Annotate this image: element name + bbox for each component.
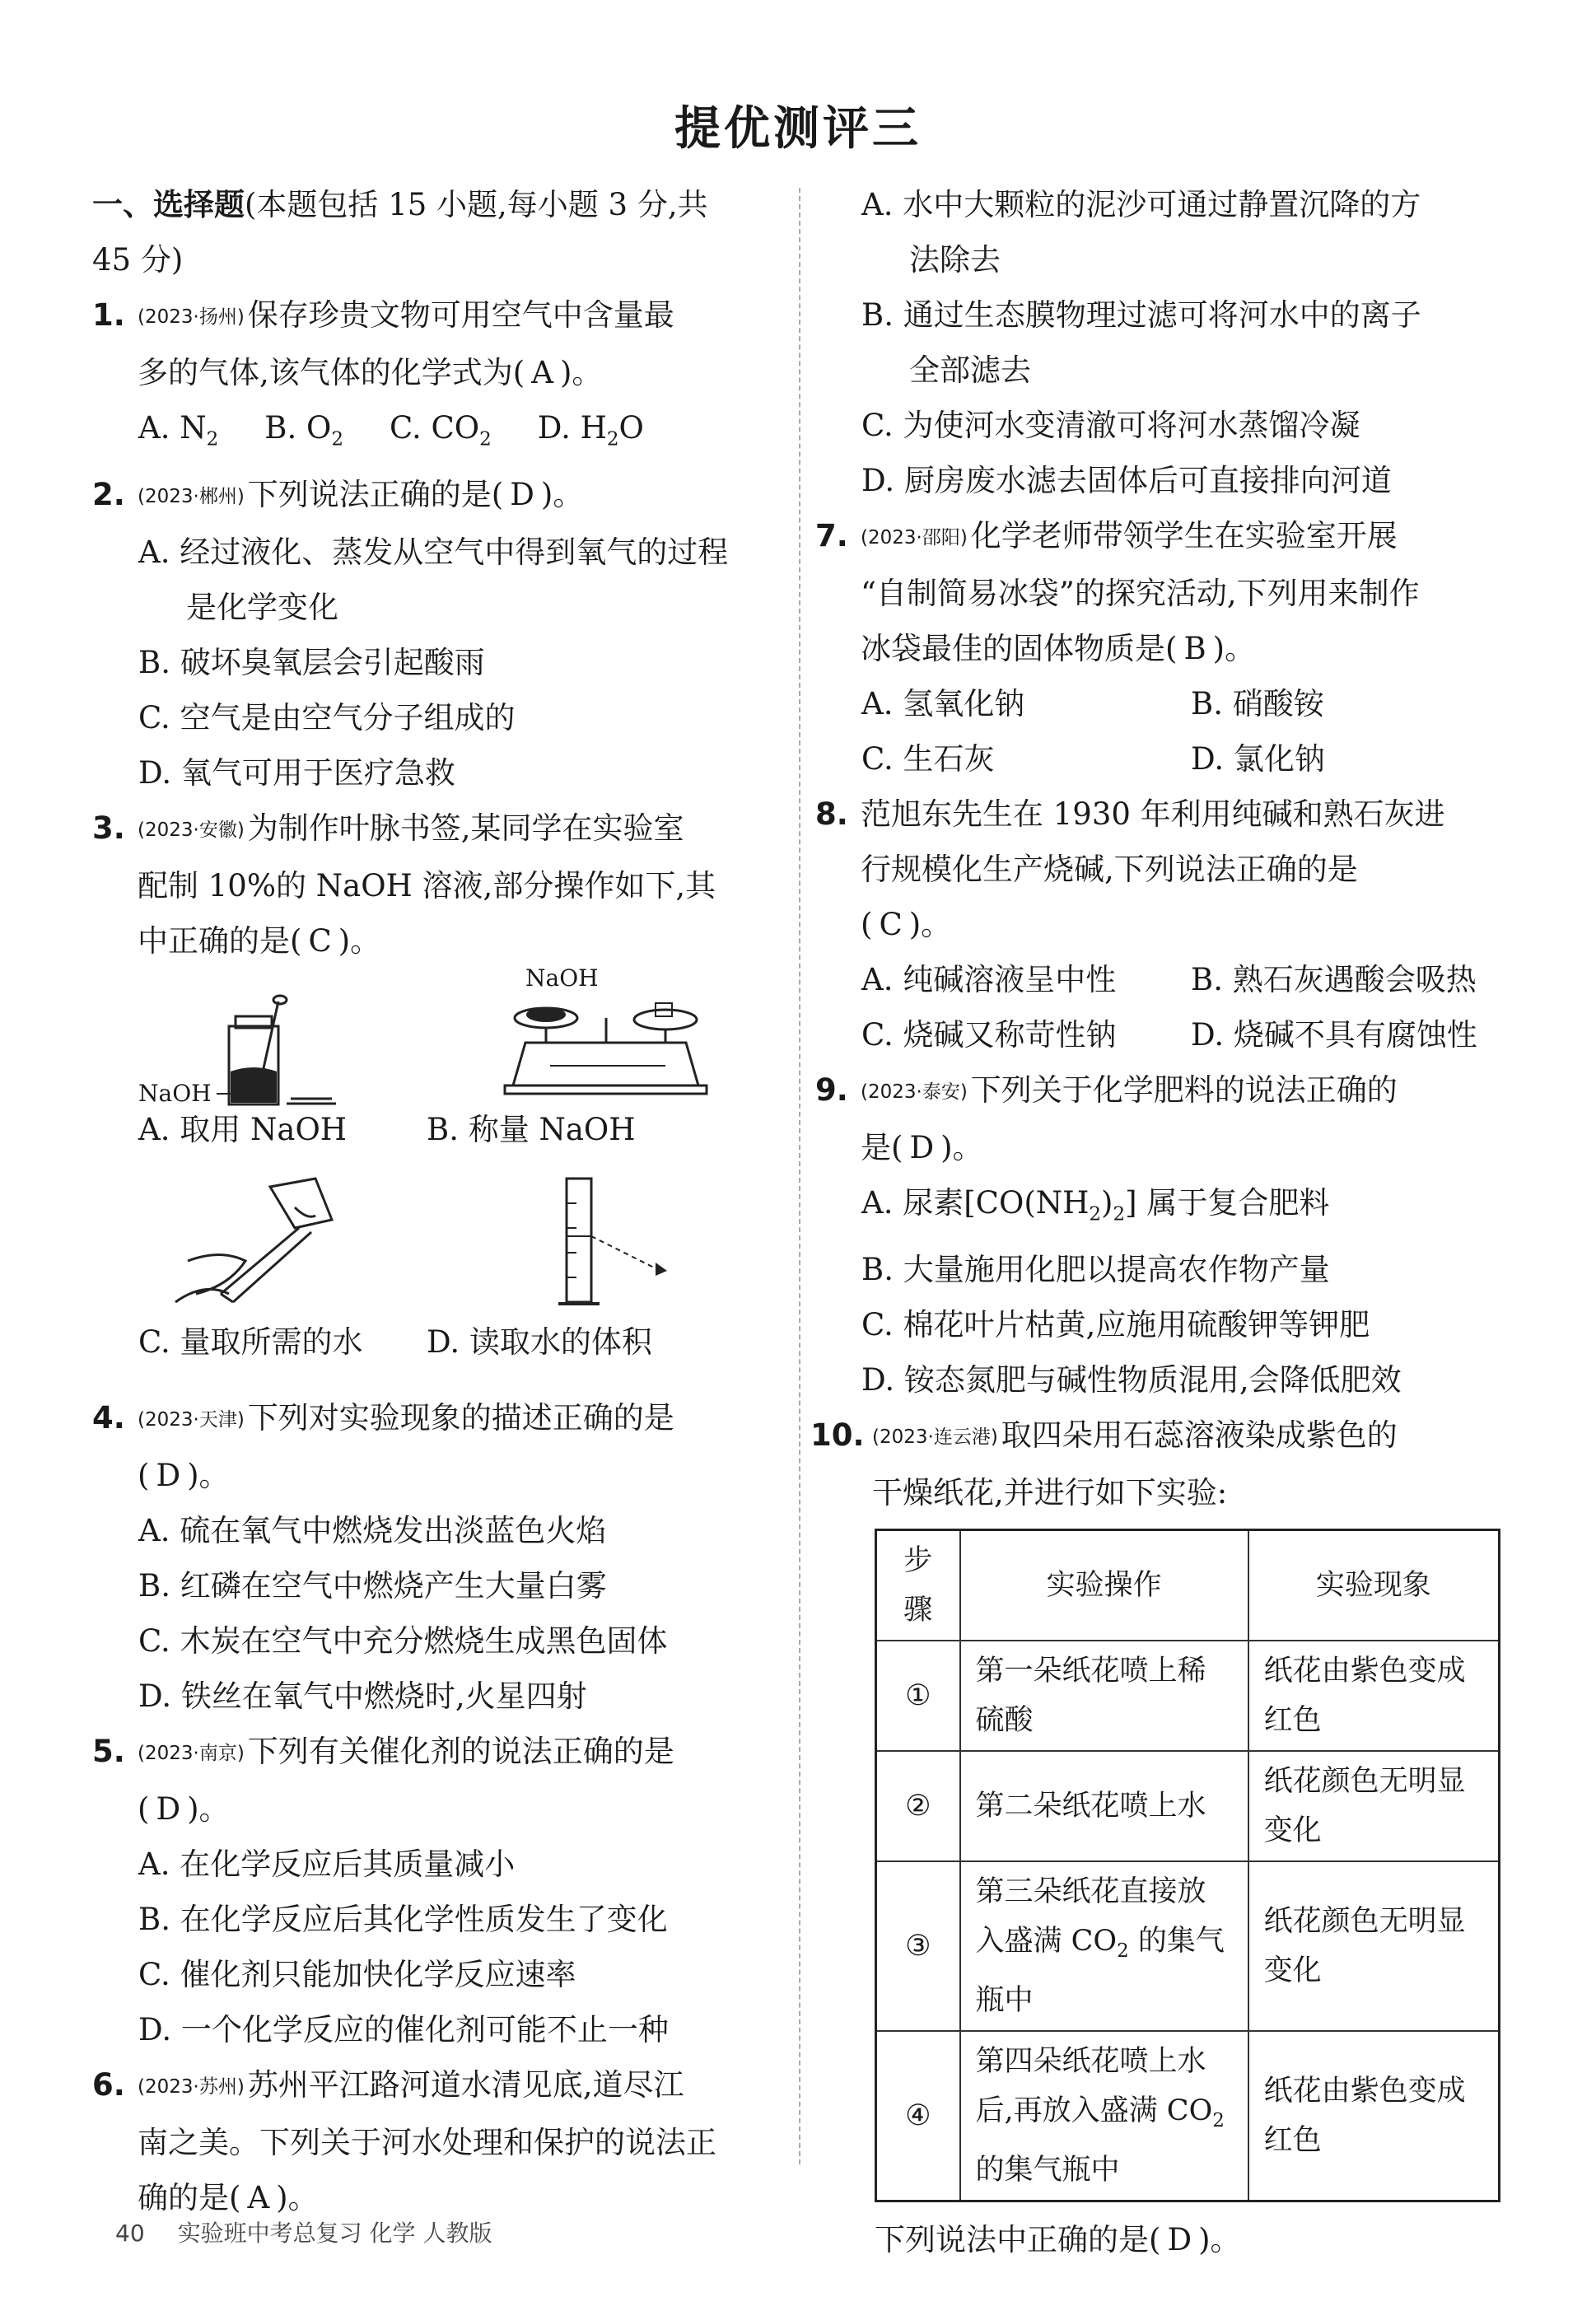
option-d: D. 烧碱不具有腐蚀性 [1191, 1017, 1477, 1053]
caption-a: A. 取用 NaOH [138, 1112, 348, 1148]
option-a: A. 尿素$[CO(NH_2)_2]$ 属于复合肥料 [861, 1185, 1330, 1226]
option-b: B. 破坏臭氧层会引起酸雨 [138, 645, 485, 681]
q6-option-d: D. 厨房废水滤去固体后可直接排向河道 [861, 463, 1392, 498]
answer: C [308, 923, 332, 959]
answer: A [531, 355, 553, 390]
option-c: C. 空气是由空气分子组成的 [138, 700, 516, 736]
option-a: A. $N_2$ [138, 410, 219, 451]
caption-d: D. 读取水的体积 [427, 1324, 652, 1361]
q1-options [92, 400, 781, 467]
option-b: B. $O_2$ [264, 410, 343, 451]
question-3: 3. (2023·安徽) 为制作叶脉书签,某同学在实验室 配制 10%的 NaOH 溶液,部分操作如下,其 中正确的是( C )。 [92, 810, 716, 959]
table-cell-step: ④ [876, 2031, 960, 2201]
q8-options-row1 [815, 952, 1500, 1007]
table-cell-operation: 第二朵纸花喷上水 [960, 1751, 1248, 1861]
question-5: 5. (2023·南京) 下列有关催化剂的说法正确的是 ( D )。 [92, 1734, 674, 1828]
table-cell-phenomenon: 纸花由紫色变成红色 [1248, 2031, 1500, 2201]
table-cell-operation: 第三朵纸花直接放入盛满 $CO_2$ 的集气瓶中 [960, 1861, 1248, 2031]
table-cell-phenomenon: 纸花颜色无明显变化 [1248, 1751, 1500, 1861]
table-row [876, 2031, 1500, 2201]
q7-options-row1 [815, 676, 1500, 731]
question-6: 6. (2023·苏州) 苏州平江路河道水清见底,道尽江 南之美。下列关于河水处理和保护的说法正 确的是( A )。 [92, 2067, 716, 2216]
option-b: B. 熟石灰遇酸会吸热 [1191, 962, 1477, 997]
question-7: 7. (2023·邵阳) 化学老师带领学生在实验室开展 “自制简易冰袋”的探究活动,下列用来制作 冰袋最佳的固体物质是( B )。 [815, 518, 1420, 666]
page-number: 40 [115, 2220, 145, 2247]
question-4: 4. (2023·天津) 下列对实验现象的描述正确的是 ( D )。 [92, 1400, 674, 1494]
right-column [810, 177, 1500, 2267]
q6-option-a: A. 水中大颗粒的泥沙可通过静置沉降的方 [861, 187, 1421, 222]
q8-options-row2 [815, 1007, 1500, 1062]
table-row [876, 1641, 1500, 1751]
q3-figures [138, 964, 781, 1390]
q7-options-row2 [815, 731, 1500, 787]
question-8: 8. 范旭东先生在 1930 年利用纯碱和熟石灰进 行规模化生产烧碱,下列说法正确的是 ( C )。 [815, 796, 1445, 942]
option-d: D. 一个化学反应的催化剂可能不止一种 [138, 2012, 669, 2048]
answer: D [1167, 2222, 1192, 2258]
column-divider [799, 188, 800, 2164]
option-b: B. 硝酸铵 [1191, 686, 1324, 721]
caption-c: C. 量取所需的水 [138, 1324, 363, 1361]
page-title: 提优测评三 [674, 102, 922, 156]
question-1: 1. (2023·扬州) 保存珍贵文物可用空气中含量最 多的气体,该气体的化学式为( A )。 [92, 297, 674, 390]
option-c: C. 催化剂只能加快化学反应速率 [138, 1957, 576, 1993]
table-header: 步骤 [876, 1530, 960, 1641]
option-d: D. 氧气可用于医疗急救 [138, 755, 455, 791]
q10-prompt: 下列说法中正确的是( D )。 [875, 2222, 1241, 2258]
option-b: B. 大量施用化肥以提高农作物产量 [861, 1252, 1330, 1288]
option-d: D. 氯化钠 [1191, 741, 1325, 777]
experiment-table [875, 1529, 1500, 2202]
table-cell-phenomenon: 纸花由紫色变成红色 [1248, 1641, 1500, 1751]
book-title: 实验班中考总复习 化学 人教版 [177, 2220, 492, 2247]
table-cell-step: ① [876, 1641, 960, 1751]
figure-read-volume [550, 1170, 682, 1319]
table-header: 实验现象 [1248, 1530, 1500, 1641]
section-note: 45 分) [92, 242, 184, 278]
figure-weigh-naoh [501, 993, 715, 1100]
question-2: 2. (2023·郴州) 下列说法正确的是( D )。 [92, 477, 584, 513]
option-d: D. $H_2O$ [537, 410, 644, 451]
option-a: A. 氢氧化钠 [861, 686, 1025, 721]
answer: C [879, 907, 903, 942]
answer: B [1183, 631, 1206, 666]
section-heading: 一、选择题(本题包括 15 小题,每小题 3 分,共 [92, 187, 708, 222]
table-header: 实验操作 [960, 1530, 1248, 1641]
page-footer [115, 2215, 492, 2248]
option-c: C. 木炭在空气中充分燃烧生成黑色固体 [138, 1623, 668, 1660]
table-row [876, 1751, 1500, 1861]
table-cell-operation: 第一朵纸花喷上稀硫酸 [960, 1641, 1248, 1751]
left-column [92, 177, 781, 2225]
option-d: D. 铵态氮肥与碱性物质混用,会降低肥效 [861, 1362, 1402, 1398]
option-c: C. 棉花叶片枯黄,应施用硫酸钾等钾肥 [861, 1307, 1370, 1343]
answer: A [247, 2180, 270, 2216]
option-a: A. 硫在氧气中燃烧发出淡蓝色火焰 [138, 1513, 607, 1549]
question-9: 9. (2023·泰安) 下列关于化学肥料的说法正确的 是( D )。 [815, 1072, 1398, 1165]
table-header-row [876, 1530, 1500, 1641]
option-c: C. 烧碱又称苛性钠 [861, 1017, 1117, 1053]
q6-option-b-cont: 全部滤去 [909, 352, 1031, 388]
table-cell-step: ② [876, 1751, 960, 1861]
answer: D [156, 1458, 181, 1494]
option-b: B. 红磷在空气中燃烧产生大量白雾 [138, 1568, 607, 1604]
option-a: A. 纯碱溶液呈中性 [861, 962, 1117, 997]
option-c: C. 生石灰 [861, 741, 995, 777]
option-a: A. 在化学反应后其质量减小 [138, 1846, 516, 1883]
option-a-cont: 是化学变化 [186, 590, 338, 626]
table-cell-step: ③ [876, 1861, 960, 2031]
table-row [876, 1861, 1500, 2031]
q6-option-c: C. 为使河水变清澈可将河水蒸馏冷凝 [861, 408, 1360, 443]
table-cell-phenomenon: 纸花颜色无明显变化 [1248, 1861, 1500, 2031]
q6-option-b: B. 通过生态膜物理过滤可将河水中的离子 [861, 297, 1421, 333]
option-a: A. 经过液化、蒸发从空气中得到氧气的过程 [138, 535, 729, 571]
option-c: C. $CO_2$ [389, 410, 492, 451]
table-cell-operation: 第四朵纸花喷上水后,再放入盛满 $CO_2$的集气瓶中 [960, 2031, 1248, 2201]
figure-b-label: NaOH [525, 964, 599, 992]
q6-option-a-cont: 法除去 [909, 242, 1001, 278]
answer: D [909, 1130, 935, 1165]
caption-b: B. 称量 NaOH [427, 1112, 636, 1148]
figure-a-label: NaOH [138, 1080, 212, 1108]
option-b: B. 在化学反应后其化学性质发生了变化 [138, 1902, 668, 1938]
answer: D [156, 1791, 181, 1828]
option-d: D. 铁丝在氧气中燃烧时,火星四射 [138, 1678, 587, 1715]
figure-measure-water [171, 1170, 352, 1319]
question-10: 10. (2023·连云港) 取四朵用石蕊溶液染成紫色的 干燥纸花,并进行如下实验: [810, 1417, 1398, 1511]
answer: D [510, 477, 534, 513]
